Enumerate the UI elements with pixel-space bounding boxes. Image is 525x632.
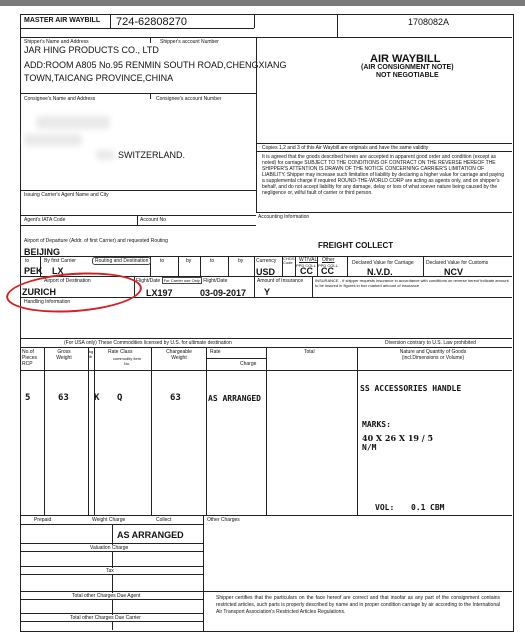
valuation-charge-label: Valuation Charge <box>90 545 129 551</box>
flight-date-label: Flight/Date For Carrier use Only Flight/Date <box>136 278 228 284</box>
to-airport: PEK <box>24 266 43 276</box>
first-carrier-label: By first Carrier <box>44 258 76 264</box>
gross-weight-value: 63 <box>58 393 69 403</box>
reference-number: 1708082A <box>408 17 450 27</box>
issuing-agent-label: Issuing Carrier's Agent Name and City <box>24 192 109 198</box>
weight-unit-value: K <box>94 393 100 403</box>
currency-label: Currency <box>256 258 277 264</box>
rate-header: Rate <box>210 349 221 355</box>
shipper-certification: Shipper certifies that the particulars on the face hereof are correct and that insofar as any part of the consignment contains restricted articles, such parts is properly described by name and in proper condition carriage by air according to the International Air Transport Association's Restricted Articles Regulations. <box>216 595 500 615</box>
nm-marking: N/M <box>362 443 377 452</box>
other-value: CC <box>321 266 334 276</box>
destination-airport: ZURICH <box>22 287 56 297</box>
account-no-label: Account No <box>140 217 166 223</box>
shipper-address-line2: TOWN,TAICANG PROVINCE,CHINA <box>24 73 174 83</box>
consignee-label: Consignee's Name and Address <box>24 96 96 102</box>
declared-carriage-value: N.V.D. <box>367 267 393 277</box>
handling-info-label: Handling Information <box>24 299 71 305</box>
destination-label: Airport of Destination <box>44 278 91 284</box>
by-label: by <box>186 258 192 264</box>
shipper-label: Shipper's Name and Address <box>24 39 89 45</box>
consignee-country: SWITZERLAND. <box>118 150 186 160</box>
charge-header: Charge <box>240 361 257 367</box>
shipper-address-line1: ADD:ROOM A805 No.95 RENMIN SOUTH ROAD,CHENGXIANG <box>24 60 287 70</box>
chgs-code-label: CHGS Code <box>283 256 295 265</box>
other-label: Other <box>322 257 335 263</box>
due-carrier-label: Total other Charges Due Carrier <box>70 615 141 621</box>
usa-license-note: (For USA only) These Commodities licensed by U.S. for ultimate destination <box>64 340 232 346</box>
tax-label: Tax <box>106 568 114 574</box>
first-carrier: LX <box>52 266 64 276</box>
not-negotiable-text: NOT NEGOTIABLE <box>376 72 439 79</box>
waybill-title: AIR WAYBILL <box>370 53 441 65</box>
to-label: to <box>25 258 30 264</box>
weight-charge-label: Weight Charge <box>92 517 126 523</box>
ppd-coll-label: PPD COLL <box>296 263 316 268</box>
goods-description: SS ACCESSORIES HANDLE <box>360 384 462 393</box>
waybill-frame <box>20 14 514 632</box>
to-label-3: to <box>210 258 215 264</box>
nature-header: Nature and Quantity of Goods (incl.Dimensions or Volume) <box>399 349 467 361</box>
ppd-coll-label-2: PPD COLL <box>318 263 338 268</box>
insurance-label: Amount of Insurance <box>257 278 304 284</box>
conditions-text: It is agreed that the goods described herein are accepted in apparent good order and condition (except as noted) for carriage SUBJECT TO THE CONDITIONS OF CONTRACT ON THE REVERSE HEREOF THE SHIPPER'S ATTENTION IS DRAWN OF THE NOTICE CONCERNING CARRIER'S LIMITATION OF LIABILITY. Shipper may increase such limitation of liability by declaring a higher value for carriage and paying a supplemental charge if required ROUND-THE-WORLD CORP are acting as agents only, and on shipper's behalf, and do not accept liability for any damage, delay or loss of what soever nature being caused by the negligence or, wilful fault of carrier or third person. <box>262 154 504 196</box>
departure-label: Airport of Departure (Addr. of first Carrier) and requested Routing <box>24 238 168 244</box>
weight-charge-value: AS ARRANGED <box>117 530 184 540</box>
declared-customs-value: NCV <box>444 267 464 277</box>
flight-number: LX197 <box>146 288 173 298</box>
wt-val-value: CC <box>300 266 313 276</box>
currency-value: USD <box>256 267 276 277</box>
shipper-account-label: Shipper's account Number <box>160 39 219 45</box>
departure-airport: BEIJING <box>24 247 61 257</box>
volume-unit: CBM <box>430 503 445 512</box>
chargeable-weight-header: Chargeable Weight <box>166 349 192 361</box>
shipper-name: JAR HING PRODUCTS CO., LTD <box>24 45 159 55</box>
rate-class-value: Q <box>117 393 123 403</box>
kg-lb-header: kg lb <box>89 349 94 359</box>
chargeable-weight-value: 63 <box>170 393 181 403</box>
rate-value: AS ARRANGED <box>208 394 261 403</box>
declared-carriage-label: Declared Value for Carriage <box>352 260 414 266</box>
insurance-value: Y <box>264 287 271 297</box>
collect-label: Collect <box>156 517 172 523</box>
volume-value: 0.1 <box>411 503 426 512</box>
prepaid-label: Prepaid <box>34 517 52 523</box>
routing-destination-label: Routing and Destination <box>92 257 151 265</box>
master-awb-label: MASTER AIR WAYBILL <box>24 17 101 24</box>
redacted-consignee <box>24 134 82 146</box>
accounting-info-label: Accounting Information <box>258 214 310 220</box>
copies-note: Copies 1,2 and 3 of this Air Waybill are originals and have the same validity <box>262 145 429 151</box>
total-header: Total <box>304 349 315 355</box>
by-label-2: by <box>238 258 244 264</box>
redacted-consignee <box>36 116 110 129</box>
other-charges-label: Other Charges <box>207 517 240 523</box>
volume-label: VOL: <box>375 503 395 512</box>
mawb-number: 724-62808270 <box>116 16 187 28</box>
freight-collect: FREIGHT COLLECT <box>318 241 394 250</box>
insurance-note: INSURANCE - If shipper requests insurance in accordance with conditions on reverse hereof indicate amount to be insured in figures in box marked amount of insurance <box>315 278 509 288</box>
due-agent-label: Total other Charges Due Agent <box>72 593 141 599</box>
to-label-2: to <box>160 258 165 264</box>
consignment-note-subtitle: (AIR CONSIGNMENT NOTE) <box>361 64 454 71</box>
marks-label: MARKS: <box>362 420 391 429</box>
redacted-consignee <box>96 150 114 160</box>
declared-customs-label: Declared Value for Customs <box>426 260 489 266</box>
flight-date: 03-09-2017 <box>200 288 247 298</box>
consignee-account-label: Consignee's account Number <box>156 96 222 102</box>
wt-val-label: WT/VAL <box>299 257 318 263</box>
commodity-header: commodity Item No. <box>112 356 142 366</box>
diversion-note: Diversion contrary to U.S. Law prohibited <box>385 340 476 346</box>
package-dimensions: 40 X 26 X 19 / 5 <box>362 433 434 443</box>
pieces-header: No.of Pieces RCP <box>22 349 38 367</box>
agent-iata-label: Agent's IATA Code <box>24 217 66 223</box>
pieces-value: 5 <box>25 393 31 403</box>
top-scan-band <box>0 0 525 6</box>
gross-weight-header: Gross Weight <box>56 349 72 361</box>
rate-class-header: Rate Class <box>108 349 133 355</box>
